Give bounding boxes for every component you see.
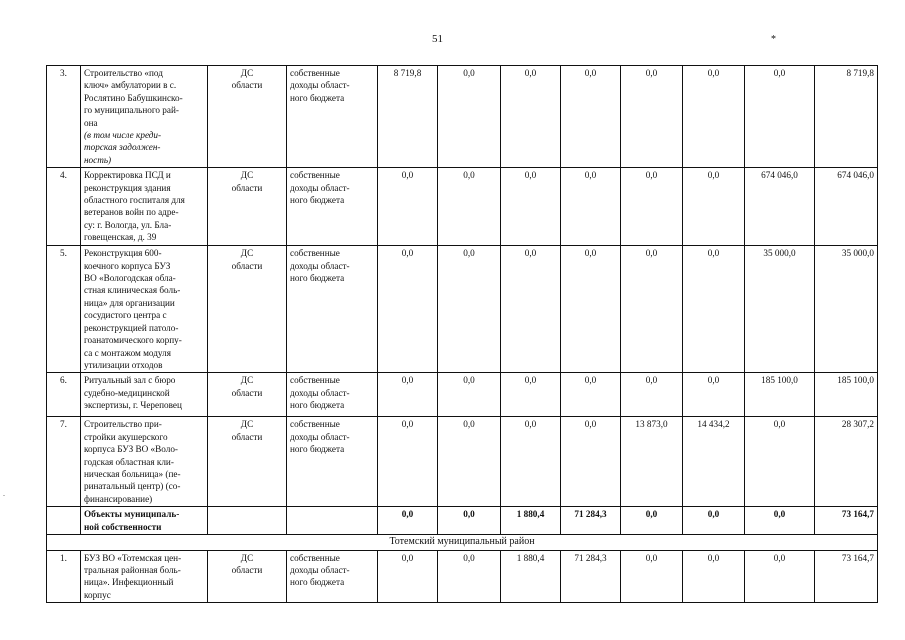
value-text: 35 000,0 (841, 248, 874, 259)
object-name-line: стная клиническая боль- (84, 285, 181, 296)
object-name-line: БУЗ ВО «Тотемская цен- (84, 552, 182, 563)
object-name-line: экспертизы, г. Череповец (84, 400, 182, 411)
executor-line: ДС (240, 552, 254, 563)
value-cell (438, 66, 501, 168)
table-body (47, 66, 878, 603)
row-number (47, 66, 81, 168)
row-number (47, 246, 81, 373)
object-name-line: гоанатомического корпу- (84, 335, 182, 346)
executor-line: области (231, 431, 263, 442)
row-number (47, 168, 81, 246)
value-text: 14 434,2 (697, 419, 730, 430)
value-text: 0,0 (524, 419, 537, 430)
value-cell (501, 507, 561, 535)
value-cell (815, 168, 878, 246)
value-cell (561, 373, 621, 417)
object-name-line: утилизации отходов (84, 359, 163, 370)
row-number (47, 373, 81, 417)
value-cell (501, 373, 561, 417)
margin-mark: . (3, 489, 5, 498)
value-cell (501, 550, 561, 603)
value-cell (378, 507, 438, 535)
value-text: 0,0 (584, 419, 597, 430)
value-cell (561, 246, 621, 373)
value-cell (621, 168, 683, 246)
value-text: 0,0 (584, 68, 597, 78)
value-text: 185 100,0 (761, 375, 798, 386)
funding-source-line: ного бюджета (290, 444, 345, 455)
value-text: 0,0 (707, 509, 720, 520)
object-name-line: го муниципального рай- (84, 105, 179, 116)
value-cell (745, 246, 815, 373)
object-name-line: стройки акушерского (84, 431, 168, 442)
row-number-text: 1. (60, 552, 67, 563)
subtotal-name-line: ной собственности (84, 521, 162, 532)
executor-line: ДС (240, 170, 254, 181)
object-note-line: ность) (84, 154, 112, 165)
object-name (81, 168, 208, 246)
object-name-line: Строительство «под (84, 68, 163, 78)
object-name-line: Строительство при- (84, 419, 162, 430)
object-name (81, 66, 208, 168)
value-cell (683, 373, 745, 417)
object-name-line: коечного корпуса БУЗ (84, 260, 171, 271)
object-name-line: ВО «Вологодская обла- (84, 273, 176, 284)
value-cell (378, 66, 438, 168)
value-cell (438, 246, 501, 373)
value-text: 0,0 (524, 170, 537, 181)
object-name-line: Рослятино Бабушкинско- (84, 92, 183, 103)
row-number-text: 7. (60, 419, 67, 430)
value-cell (438, 168, 501, 246)
funding-source-line: собственные (290, 248, 340, 259)
value-text: 0,0 (463, 552, 475, 563)
value-text: 0,0 (645, 509, 658, 520)
value-text: 1 880,4 (516, 552, 545, 563)
object-name-line: ветеранов войн по адре- (84, 207, 179, 218)
value-text: 0,0 (773, 509, 786, 520)
value-text: 0,0 (401, 375, 414, 386)
funding-source-line: доходы област- (290, 260, 350, 271)
value-text: 0,0 (645, 248, 658, 259)
value-cell (621, 66, 683, 168)
value-cell (438, 550, 501, 603)
value-cell (378, 168, 438, 246)
value-text: 0,0 (707, 375, 720, 386)
value-cell (378, 550, 438, 603)
funding-source (287, 246, 378, 373)
value-cell (438, 417, 501, 507)
value-cell (561, 168, 621, 246)
value-cell (561, 417, 621, 507)
value-cell (378, 417, 438, 507)
object-name-line: финансирование) (84, 493, 153, 504)
executor (208, 550, 287, 603)
funding-source (287, 550, 378, 603)
row-number-text: 5. (60, 248, 67, 259)
object-name-line: ническая больница» (пе- (84, 468, 181, 479)
executor (208, 373, 287, 417)
value-text: 0,0 (707, 170, 720, 181)
funding-source-line: собственные (290, 170, 340, 181)
value-cell (745, 417, 815, 507)
value-text: 0,0 (401, 248, 414, 259)
executor-line: области (231, 260, 263, 271)
value-cell (561, 66, 621, 168)
object-name (81, 417, 208, 507)
value-cell (745, 373, 815, 417)
funding-source-line: ного бюджета (290, 92, 345, 103)
object-name-line: говещенская, д. 39 (84, 232, 157, 243)
row-number-text: 4. (60, 170, 67, 181)
value-text: 8 719,8 (846, 68, 874, 78)
funding-source (287, 168, 378, 246)
object-name-line: ринатальный центр) (со- (84, 481, 181, 492)
funding-source-line: собственные (290, 68, 340, 78)
value-cell (438, 507, 501, 535)
value-cell (683, 246, 745, 373)
value-cell (815, 550, 878, 603)
funding-source (287, 66, 378, 168)
table-row (47, 168, 878, 246)
object-name-line: корпус (84, 589, 111, 600)
object-note (84, 129, 204, 166)
value-text: 0,0 (773, 552, 786, 563)
executor-line: ДС (240, 419, 254, 430)
row-number (47, 550, 81, 603)
value-cell (683, 507, 745, 535)
value-text: 35 000,0 (763, 248, 796, 259)
value-cell (438, 373, 501, 417)
value-cell (683, 550, 745, 603)
executor (208, 66, 287, 168)
value-cell (745, 550, 815, 603)
value-text: 71 284,3 (574, 552, 607, 563)
value-text: 0,0 (584, 170, 597, 181)
object-name-line: она (84, 117, 98, 128)
executor-line: ДС (240, 248, 254, 259)
funding-source (287, 417, 378, 507)
value-cell (745, 168, 815, 246)
value-text: 71 284,3 (574, 509, 607, 520)
value-text: 674 046,0 (837, 170, 874, 181)
object-name-line: Ритуальный зал с бюро (84, 375, 176, 386)
subtotal-name (81, 507, 208, 535)
object-note-line: (в том числе креди- (84, 130, 162, 141)
value-cell (621, 373, 683, 417)
object-name-line: Корректировка ПСД и (84, 170, 171, 181)
executor (208, 507, 287, 535)
object-name-line: ключ» амбулатории в с. (84, 80, 177, 91)
executor-line: области (231, 80, 263, 91)
value-text: 0,0 (463, 170, 475, 181)
row-number (47, 507, 81, 535)
object-name-line: судебно-медицинской (84, 387, 170, 398)
object-name-line: тральная районная боль- (84, 564, 181, 575)
table-row (47, 417, 878, 507)
value-cell (378, 246, 438, 373)
funding-source-line: собственные (290, 552, 340, 563)
executor-line: области (231, 387, 263, 398)
object-name-line: реконструкция здания (84, 182, 171, 193)
object-name-line: Реконструкция 600- (84, 248, 162, 259)
value-text: 0,0 (645, 68, 658, 78)
row-number-text: 3. (60, 68, 67, 78)
object-note-line: торская задолжен- (84, 142, 161, 153)
value-cell (621, 246, 683, 373)
funding-source-line: собственные (290, 419, 340, 430)
funding-source-line: собственные (290, 375, 340, 386)
object-name-line: су: г. Вологда, ул. Бла- (84, 219, 172, 230)
value-text: 8 719,8 (393, 68, 422, 78)
value-text: 0,0 (707, 68, 720, 78)
value-text: 0,0 (584, 248, 597, 259)
object-name-line: годская областная кли- (84, 456, 174, 467)
value-text: 0,0 (401, 419, 414, 430)
value-text: 0,0 (645, 375, 658, 386)
value-cell (745, 507, 815, 535)
object-name-line: корпуса БУЗ ВО «Воло- (84, 444, 178, 455)
value-text: 674 046,0 (761, 170, 798, 181)
value-text: 0,0 (645, 170, 658, 181)
value-cell (815, 417, 878, 507)
district-name-text: Тотемский муниципальный район (389, 536, 535, 548)
value-cell (683, 417, 745, 507)
executor (208, 246, 287, 373)
value-text: 0,0 (463, 248, 475, 259)
value-cell (561, 507, 621, 535)
funding-source (287, 373, 378, 417)
value-cell (683, 168, 745, 246)
budget-table (46, 65, 878, 603)
value-text: 0,0 (463, 375, 475, 386)
executor-line: ДС (240, 68, 254, 78)
object-name-line: сосудистого центра с (84, 310, 167, 321)
value-text: 73 164,7 (841, 552, 874, 563)
object-name (81, 246, 208, 373)
row-number (47, 417, 81, 507)
executor-line: области (231, 182, 263, 193)
value-cell (621, 507, 683, 535)
funding-source (287, 507, 378, 535)
object-name-line: ница» для организации (84, 297, 175, 308)
object-name-line: областного госпиталя для (84, 195, 185, 206)
value-cell (501, 246, 561, 373)
value-text: 0,0 (463, 419, 475, 430)
value-text: 1 880,4 (516, 509, 545, 520)
funding-source-line: доходы област- (290, 182, 350, 193)
value-text: 0,0 (401, 509, 414, 520)
district-name (47, 535, 878, 550)
page-mark: * (771, 34, 776, 45)
table-row (47, 246, 878, 373)
value-text: 0,0 (401, 170, 414, 181)
value-cell (561, 550, 621, 603)
value-cell (815, 507, 878, 535)
value-text: 0,0 (584, 375, 597, 386)
value-cell (815, 66, 878, 168)
value-text: 13 873,0 (635, 419, 668, 430)
funding-source-line: ного бюджета (290, 577, 345, 588)
value-cell (815, 246, 878, 373)
district-row (47, 535, 878, 550)
funding-source-line: ного бюджета (290, 400, 345, 411)
subtotal-row (47, 507, 878, 535)
value-text: 28 307,2 (841, 419, 874, 430)
funding-source-line: ного бюджета (290, 273, 345, 284)
value-cell (683, 66, 745, 168)
value-cell (501, 168, 561, 246)
value-text: 0,0 (707, 552, 720, 563)
value-text: 0,0 (645, 552, 658, 563)
value-cell (621, 550, 683, 603)
subtotal-name-line: Объекты муниципаль- (84, 509, 180, 520)
object-name-line: ница». Инфекционный (84, 577, 174, 588)
funding-source-line: доходы област- (290, 387, 350, 398)
value-text: 0,0 (773, 419, 786, 430)
value-cell (378, 373, 438, 417)
value-cell (815, 373, 878, 417)
table-row (47, 66, 878, 168)
executor (208, 168, 287, 246)
value-cell (745, 66, 815, 168)
object-name (81, 550, 208, 603)
value-text: 0,0 (524, 375, 537, 386)
value-text: 0,0 (773, 68, 786, 78)
object-name-line: реконструкцией патоло- (84, 322, 179, 333)
value-text: 73 164,7 (841, 509, 874, 520)
page-number: 51 (432, 33, 443, 45)
value-text: 0,0 (707, 248, 720, 259)
object-name-line: са с монтажом модуля (84, 347, 171, 358)
value-text: 0,0 (401, 552, 414, 563)
funding-source-line: ного бюджета (290, 195, 345, 206)
table-row (47, 550, 878, 603)
row-number-text: 6. (60, 375, 67, 386)
value-cell (621, 417, 683, 507)
executor-line: ДС (240, 375, 254, 386)
funding-source-line: доходы област- (290, 564, 350, 575)
funding-source-line: доходы област- (290, 80, 350, 91)
table-row (47, 373, 878, 417)
value-text: 0,0 (463, 509, 475, 520)
executor (208, 417, 287, 507)
value-cell (501, 66, 561, 168)
value-text: 0,0 (524, 248, 537, 259)
value-text: 0,0 (524, 68, 537, 78)
value-cell (501, 417, 561, 507)
object-name (81, 373, 208, 417)
executor-line: области (231, 564, 263, 575)
funding-source-line: доходы област- (290, 431, 350, 442)
value-text: 185 100,0 (837, 375, 874, 386)
value-text: 0,0 (463, 68, 475, 78)
